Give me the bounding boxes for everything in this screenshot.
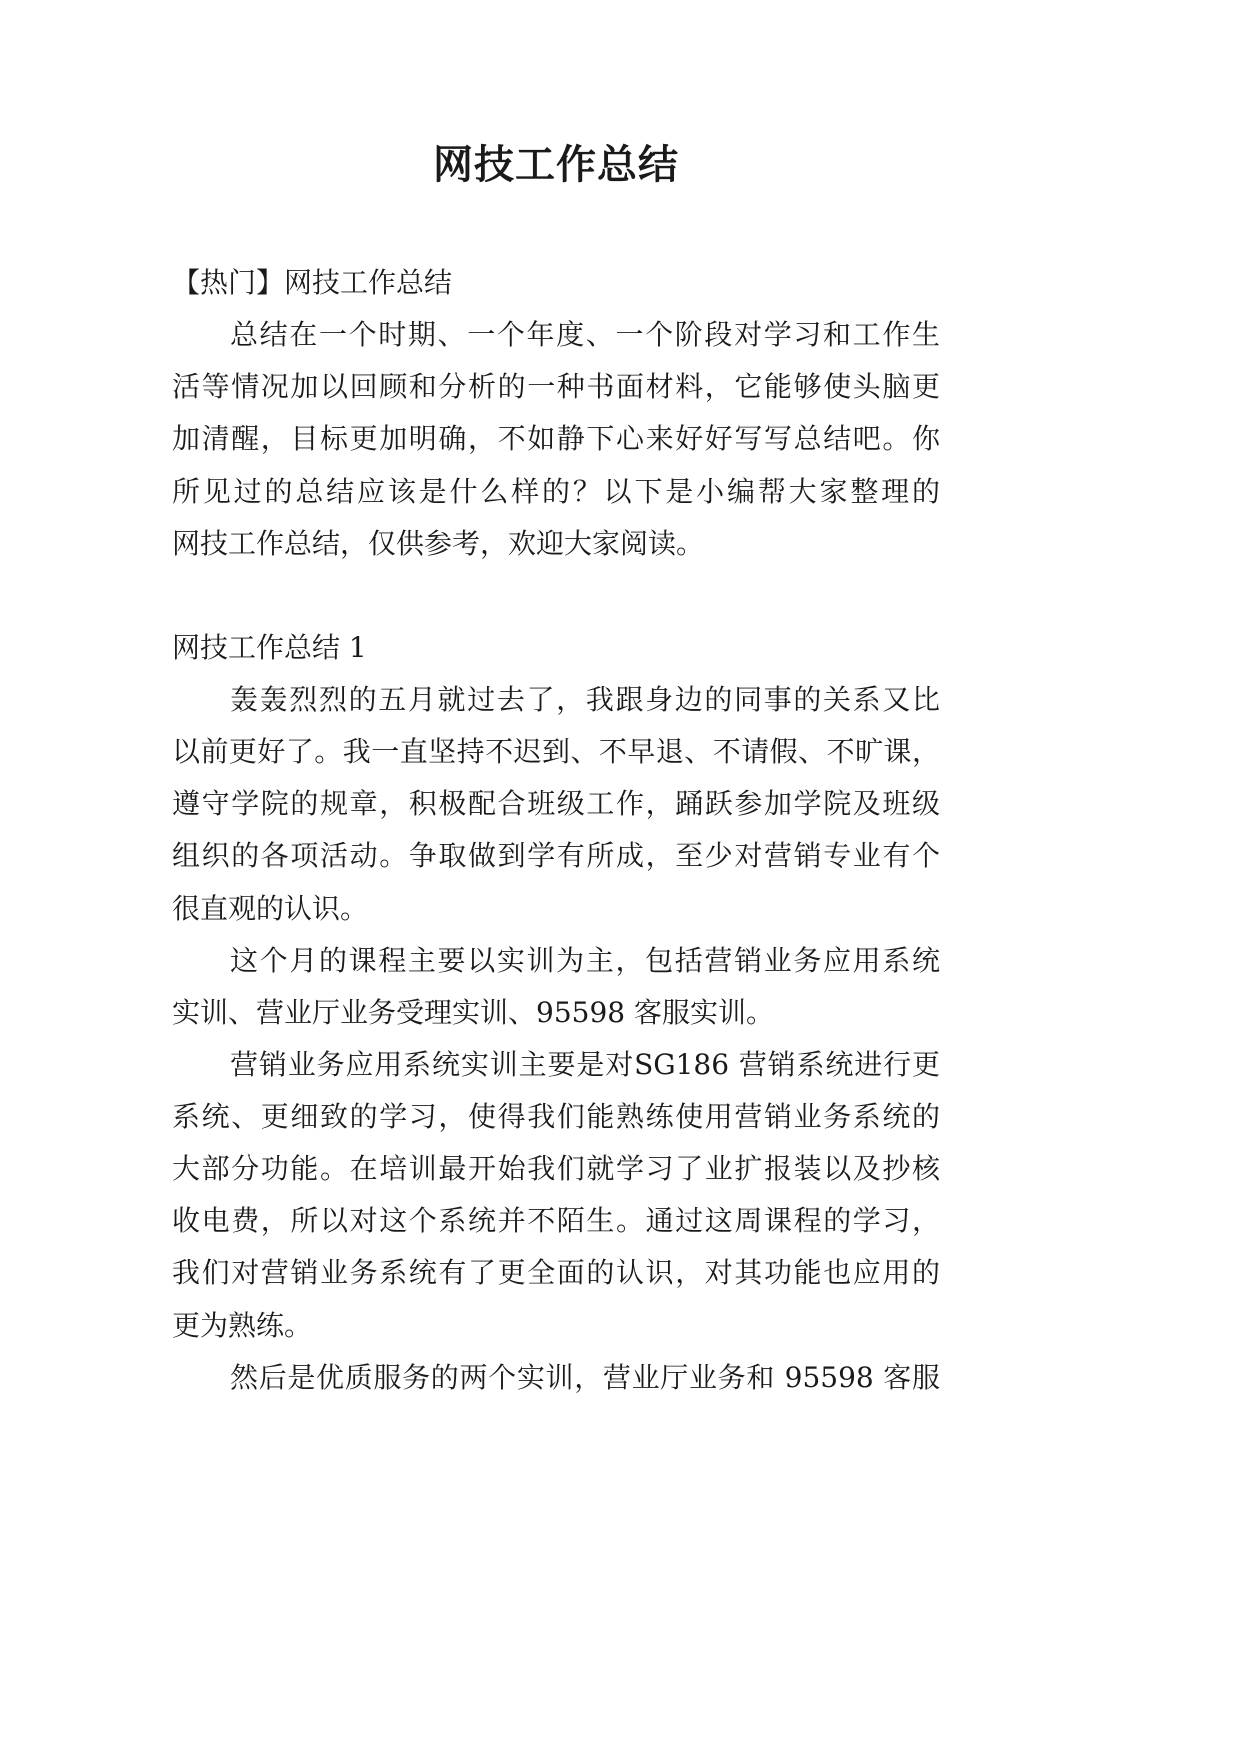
paragraph-line: 大部分功能。在培训最开始我们就学习了业扩报装以及抄核	[172, 1152, 940, 1186]
paragraph-line: 所见过的总结应该是什么样的？以下是小编帮大家整理的	[172, 474, 940, 508]
paragraph-line: 很直观的认识。	[172, 891, 369, 925]
paragraph-line: 组织的各项活动。争取做到学有所成，至少对营销专业有个	[172, 839, 940, 873]
blank-line	[172, 570, 940, 622]
paragraph-line: 实训、营业厅业务受理实训、95598 客服实训。	[172, 995, 774, 1029]
paragraph-line: 遵守学院的规章，积极配合班级工作，踊跃参加学院及班级	[172, 787, 940, 821]
section-heading: 网技工作总结 1	[172, 630, 367, 664]
document-body	[172, 257, 940, 1404]
paragraph-line: 收电费，所以对这个系统并不陌生。通过这周课程的学习，	[172, 1204, 940, 1238]
paragraph-line: 更为熟练。	[172, 1308, 313, 1342]
paragraph-line: 营销业务应用系统实训主要是对SG186 营销系统进行更	[230, 1047, 940, 1081]
paragraph-line: 加清醒，目标更加明确，不如静下心来好好写写总结吧。你	[172, 422, 940, 456]
section-paragraph	[172, 1352, 940, 1404]
section-paragraph	[172, 674, 940, 935]
paragraph-line: 网技工作总结，仅供参考，欢迎大家阅读。	[172, 526, 705, 560]
paragraph-line: 我们对营销业务系统有了更全面的认识，对其功能也应用的	[172, 1256, 940, 1290]
paragraph-line: 以前更好了。我一直坚持不迟到、不早退、不请假、不旷课，	[172, 735, 940, 769]
paragraph-line: 系统、更细致的学习，使得我们能熟练使用营销业务系统的	[172, 1100, 940, 1133]
intro-paragraph	[172, 309, 940, 570]
paragraph-line: 轰轰烈烈的五月就过去了，我跟身边的同事的关系又比	[230, 683, 940, 716]
intro-heading: 【热门】网技工作总结	[172, 266, 453, 299]
section-paragraph	[172, 935, 940, 1039]
paragraph-line: 然后是优质服务的两个实训，营业厅业务和 95598 客服	[230, 1360, 940, 1394]
section-paragraph	[172, 1039, 940, 1352]
paragraph-line: 总结在一个时期、一个年度、一个阶段对学习和工作生	[230, 318, 940, 352]
document-title: 网技工作总结	[433, 141, 679, 188]
paragraph-line: 这个月的课程主要以实训为主，包括营销业务应用系统	[230, 943, 940, 977]
paragraph-line: 活等情况加以回顾和分析的一种书面材料，它能够使头脑更	[172, 370, 940, 404]
